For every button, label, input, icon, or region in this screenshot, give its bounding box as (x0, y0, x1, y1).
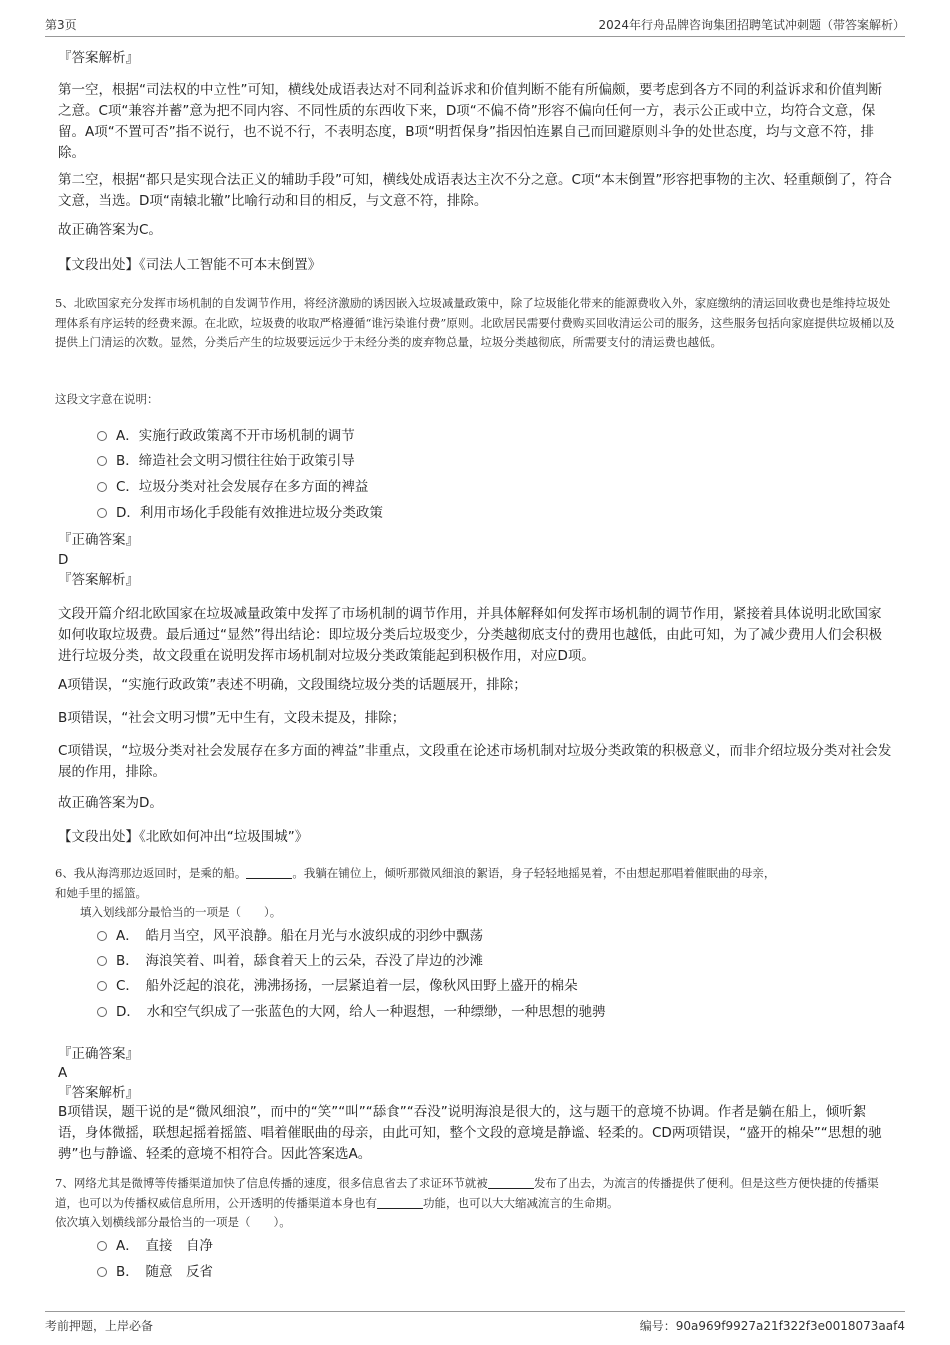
radio-icon[interactable] (97, 456, 107, 466)
document-title: 2024年行舟品牌咨询集团招聘笔试冲刺题（带答案解析） (598, 18, 905, 32)
analysis-paragraph: B项错误，题干说的是“微风细浪”，而中的“笑”“叫”“舔食”“吞没”说明海浪是很大的，这与题干的意境不协调。作者是躺在船上，倾听絮语，身体微摇，联想起摇着摇篮、唱着催眠曲的母亲，由此可知，整个文段的意境是静谧、轻柔的。CD两项错误，“盛开的棉朵”“思想的驰骋”也与静谧、轻柔的意境不相符合。因此答案选A。 (58, 1104, 882, 1162)
option-d[interactable]: D．利用市场化手段能有效推进垃圾分类政策 (97, 503, 383, 523)
analysis-paragraph: 第二空，根据“都只是实现合法正义的辅助手段”可知，横线处成语表达主次不分之意。C项“本末倒置”形容把事物的主次、轻重颠倒了，符合文意，当选。D项“南辕北辙”比喻行动和目的相反，与文意不符，排除。 (58, 172, 892, 209)
page-number: 第3页 (45, 18, 77, 32)
question-prompt: 这段文字意在说明： (55, 392, 159, 406)
page-header (45, 14, 905, 37)
analysis-paragraph: 文段开篇介绍北欧国家在垃圾减量政策中发挥了市场机制的调节作用，并具体解释如何发挥市场机制的调节作用，紧接着具体说明北欧国家如何收取垃圾费。最后通过“显然”得出结论：即垃圾分类后垃圾变少，分类越彻底支付的费用也越低，由此可知，为了减少费用人们会积极进行垃圾分类，故文段重在说明发挥市场机制对垃圾分类政策能起到积极作用，对应D项。 (58, 606, 882, 664)
analysis-paragraph: A项错误，“实施行政政策”表述不明确，文段围绕垃圾分类的话题展开，排除； (58, 677, 527, 693)
option-a[interactable]: A． 皓月当空，风平浪静。船在月光与水波织成的羽纱中飘荡 (97, 926, 483, 946)
option-d[interactable]: D． 水和空气织成了一张蓝色的大网，给人一种遐想，一种缥缈，一种思想的驰骋 (97, 1002, 606, 1022)
radio-icon[interactable] (97, 981, 107, 991)
analysis-heading: 『答案解析』 (58, 1085, 139, 1101)
fill-blank (488, 1176, 534, 1189)
option-c[interactable]: C． 船外泛起的浪花，沸沸扬扬，一层紧追着一层，像秋风田野上盛开的棉朵 (97, 976, 578, 996)
radio-icon[interactable] (97, 931, 107, 941)
answer-conclusion: 故正确答案为C。 (58, 222, 162, 238)
radio-icon[interactable] (97, 1007, 107, 1017)
option-b[interactable]: B．缔造社会文明习惯往往始于政策引导 (97, 451, 355, 471)
source-citation: 【文段出处】《司法人工智能不可本末倒置》 (58, 257, 322, 273)
question-prompt: 填入划线部分最恰当的一项是（ ）。 (80, 905, 282, 919)
option-c[interactable]: C．垃圾分类对社会发展存在多方面的裨益 (97, 477, 368, 497)
correct-answer: D (58, 552, 69, 568)
footer-slogan: 考前押题，上岸必备 (45, 1319, 154, 1333)
question-prompt: 依次填入划横线部分最恰当的一项是（ ）。 (55, 1215, 291, 1229)
answer-conclusion: 故正确答案为D。 (58, 795, 163, 811)
radio-icon[interactable] (97, 956, 107, 966)
analysis-heading: 『答案解析』 (58, 572, 139, 588)
option-a[interactable]: A．实施行政政策离不开市场机制的调节 (97, 426, 355, 446)
question-stem: 7、网络尤其是微博等传播渠道加快了信息传播的速度，很多信息省去了求证环节就被 发布了出去，为流言的传播提供了便利。但是这些方便快捷的传播渠道，也可以为传播权威信息所用，公开透明的传播渠道本身也有 功能，也可以大大缩减流言的生命期。 (55, 1176, 879, 1210)
correct-answer-heading: 『正确答案』 (58, 532, 139, 548)
radio-icon[interactable] (97, 1267, 107, 1277)
page-footer (45, 1311, 905, 1336)
fill-blank (377, 1196, 423, 1209)
radio-icon[interactable] (97, 508, 107, 518)
analysis-paragraph: B项错误，“社会文明习惯”无中生有，文段未提及，排除； (58, 710, 406, 726)
question-stem: 5、北欧国家充分发挥市场机制的自发调节作用，将经济激励的诱因嵌入垃圾减量政策中，除了垃圾能化带来的能源费收入外，家庭缴纳的清运回收费也是维持垃圾处理体系有序运转的经费来源。在北欧，垃圾费的收取严格遵循“谁污染谁付费”原则。北欧居民需要付费购买回收清运公司的服务，这些服务包括向家庭提供垃圾桶以及提供上门清运的次数。显然，分类后产生的垃圾要远远少于未经分类的废弃物总量，垃圾分类越彻底，所需要支付的清运费也越低。 (55, 296, 895, 349)
analysis-heading: 『答案解析』 (58, 50, 139, 66)
option-b[interactable]: B． 海浪笑着、叫着，舔食着天上的云朵，吞没了岸边的沙滩 (97, 951, 483, 971)
correct-answer-heading: 『正确答案』 (58, 1046, 139, 1062)
fill-blank (246, 866, 292, 879)
question-stem: 6、我从海湾那边返回时，是乘的船。 。我躺在铺位上，倾听那微风细浪的絮语，身子轻轻地摇晃着，不由想起那唱着催眠曲的母亲， 和她手里的摇篮。 (55, 866, 776, 900)
radio-icon[interactable] (97, 431, 107, 441)
option-a[interactable]: A． 直接 自净 (97, 1236, 213, 1256)
correct-answer: A (58, 1065, 68, 1081)
radio-icon[interactable] (97, 1241, 107, 1251)
option-b[interactable]: B． 随意 反省 (97, 1262, 213, 1282)
document-code: 编号：90a969f9927a21f322f3e0018073aaf4 (639, 1319, 905, 1333)
radio-icon[interactable] (97, 482, 107, 492)
source-citation: 【文段出处】《北欧如何冲出“垃圾围城”》 (58, 829, 309, 845)
analysis-paragraph: 第一空，根据“司法权的中立性”可知，横线处成语表达对不同利益诉求和价值判断不能有所偏颇，要考虑到各方不同的利益诉求和价值判断之意。C项“兼容并蓄”意为把不同内容、不同性质的东西收下来，D项“不偏不倚”形容不偏向任何一方，表示公正或中立，均符合文意，保留。A项“不置可否”指不说行，也不说不行，不表明态度，B项“明哲保身”指因怕连累自己而回避原则斗争的处世态度，均与文意不符，排除。 (58, 82, 882, 161)
analysis-paragraph: C项错误，“垃圾分类对社会发展存在多方面的裨益”非重点，文段重在论述市场机制对垃圾分类政策的积极意义，而非介绍垃圾分类对社会发展的作用，排除。 (58, 743, 892, 780)
